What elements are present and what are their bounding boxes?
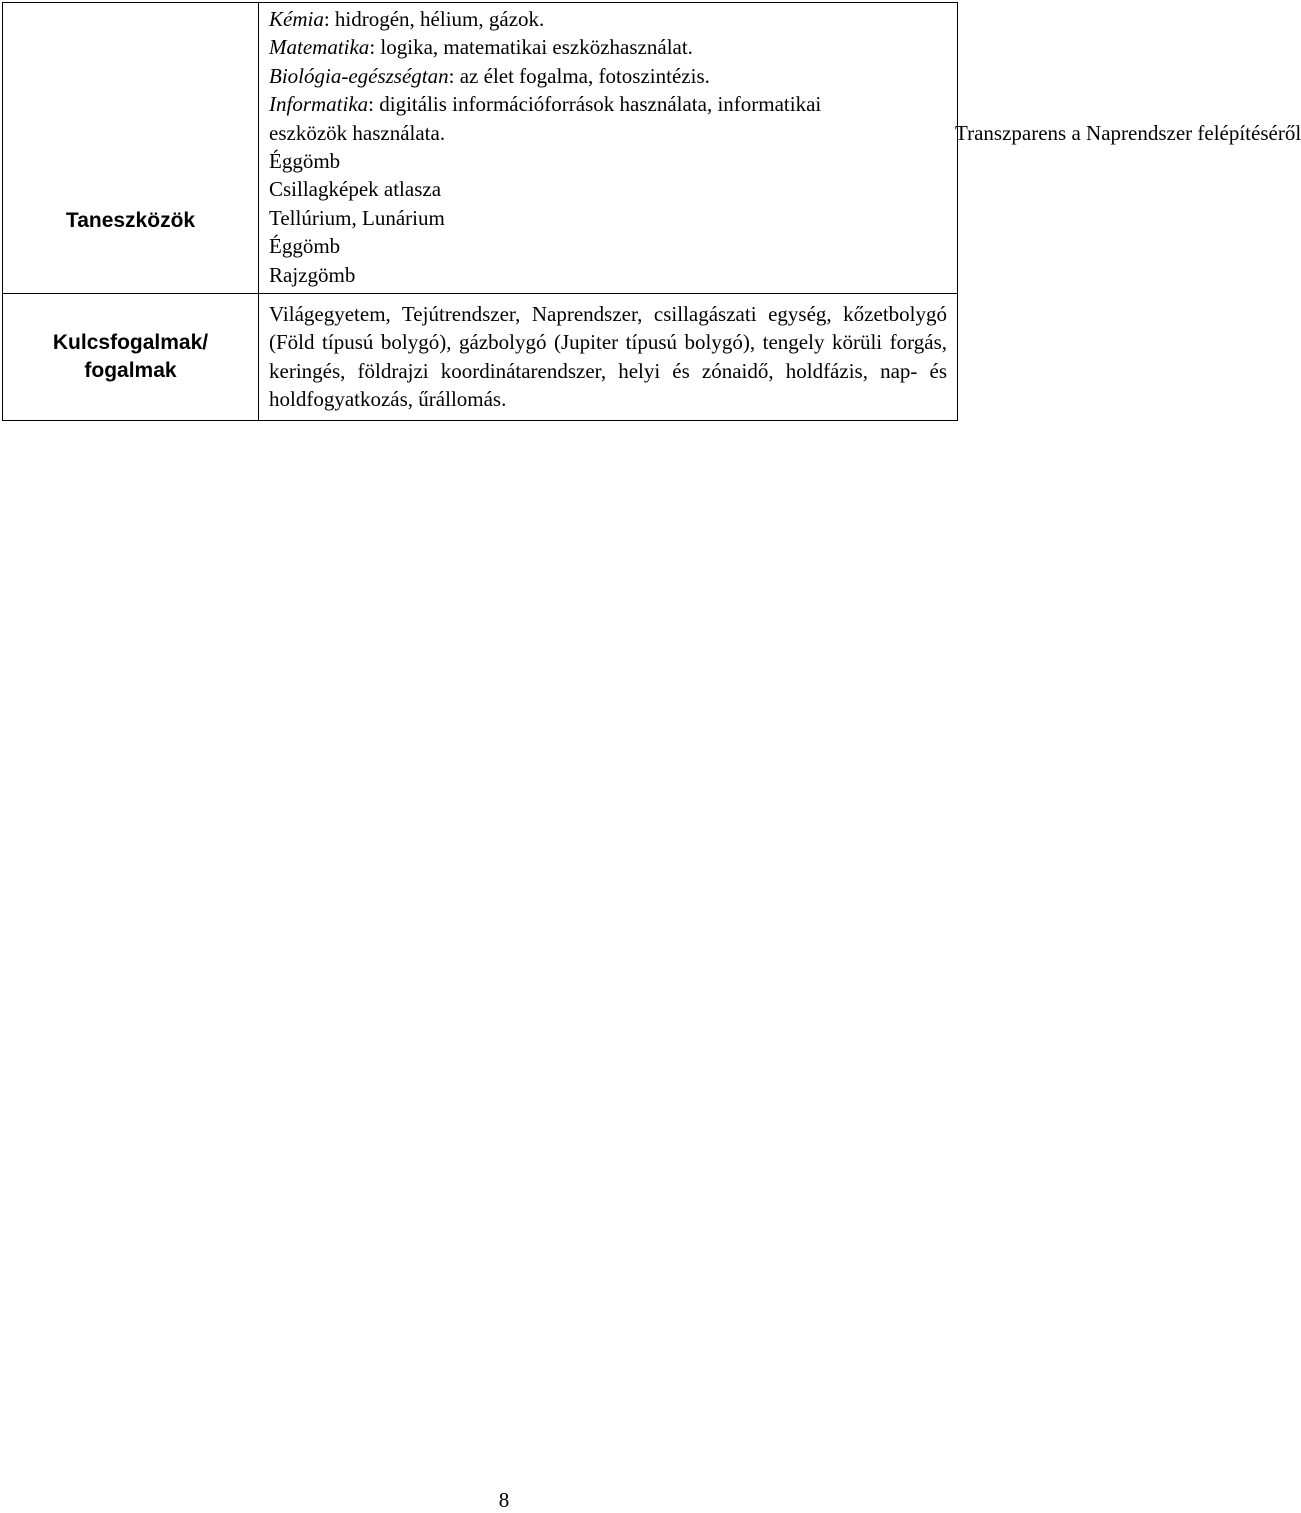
connection-subject: Matematika <box>269 35 370 60</box>
connection-text: : logika, matematikai eszközhasználat. <box>369 35 693 60</box>
fogalmak-label-cell <box>3 294 259 421</box>
taneszkozok-label-cell <box>3 3 259 294</box>
fogalmak-label-line2: fogalmak <box>84 358 177 382</box>
page-number: 8 <box>498 1488 510 1512</box>
connection-line-4 <box>269 90 947 118</box>
teaching-tool-item: Éggömb <box>269 234 341 259</box>
fogalmak-label-line1: Kulcsfogalmak/ <box>52 330 209 354</box>
connection-line-1 <box>269 5 947 33</box>
connection-line-3 <box>269 62 947 90</box>
teaching-tool-item: Éggömb <box>269 149 341 174</box>
fogalmak-row <box>3 294 958 421</box>
teaching-tool-item: Tellúrium, Lunárium <box>269 205 445 230</box>
teaching-tool-item: Transzparens a Naprendszer felépítéséről <box>955 120 1301 145</box>
taneszkozok-row <box>3 3 958 294</box>
key-concepts-text: Világegyetem, Tejútrendszer, Naprendszer, csillagászati egység, kőzetbolygó (Föld típusú bolygó), gázbolygó (Jupiter típusú bolygó), tengely körüli forgás, keringés, földrajzi koordinátarendszer, helyi és zónaidő, holdfázis, nap- és holdfogyatkozás, űrállomás. <box>269 302 947 412</box>
curriculum-table <box>2 2 1301 421</box>
connection-line-2 <box>269 33 947 61</box>
connection-subject: Kémia <box>269 7 324 31</box>
connection-subject: Biológia-egészségtan <box>269 63 449 88</box>
teaching-tool-item: Csillagképek atlasza <box>269 177 442 202</box>
connection-text: : digitális információforrások használata, informatikai <box>368 92 822 117</box>
taneszkozok-label: Taneszközök <box>65 208 196 232</box>
teaching-tool-item: Rajzgömb <box>269 262 356 287</box>
connection-tail: eszközök használata. <box>269 120 446 145</box>
connection-text: : hidrogén, hélium, gázok. <box>323 7 545 31</box>
taneszkozok-content-cell <box>259 3 1301 294</box>
connection-subject: Informatika <box>269 92 369 117</box>
connection-text: : az élet fogalma, fotoszintézis. <box>448 63 710 88</box>
fogalmak-content-cell <box>259 294 958 421</box>
